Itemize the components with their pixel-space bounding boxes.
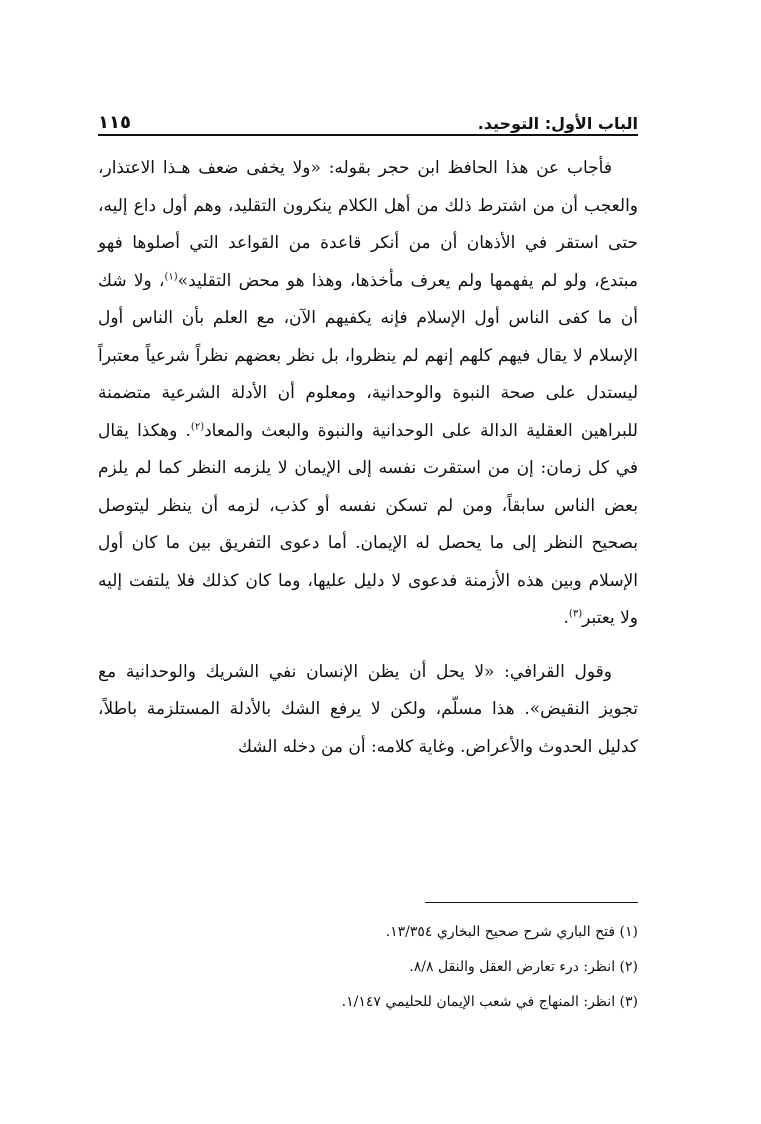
paragraph-1-part-c: . وهكذا يقال في كل زمان: إن من استقرت نفسه إلى الإيمان لا يلزمه النظر كما لم يلزم بعض الناس سابقاً، ومن لم تسكن نفسه أو كذب، لزمه أن ينظر ليتوصل بصحيح النظر إلى ما يحصل له الإيمان. أما دعوى التفريق بين ما كان أول الإسلام وبين هذه الأزمنة فدعوى لا دليل عليها، وما كان كذلك فلا يلتفت إليه ولا يعتبر xyxy=(98,420,638,628)
chapter-title: الباب الأول: التوحيد. xyxy=(477,114,638,133)
paragraph-1-part-b: ، ولا شك أن ما كفى الناس أول الإسلام فإنه يكفيهم الآن، مع العلم بأن الناس أول الإسلام لا يقال فيهم كلهم إنهم لم ينظروا، بل نظر بعضهم نظراً شرعياً معتبراً ليستدل على صحة النبوة والوحدانية، ومعلوم أن الأدلة الشرعية متضمنة للبراهين العقلية الدالة على الوحدانية والنبوة والبعث والمعاد xyxy=(98,270,638,441)
footnotes xyxy=(98,915,638,1020)
page-number: ١١٥ xyxy=(98,112,131,133)
footnote-ref-2: (٢) xyxy=(190,420,205,432)
paragraph-2: وقول القرافي: «لا يحل أن يظن الإنسان نفي الشريك والوحدانية مع تجويز النقيض». هذا مسلّم، ولكن لا يرفع الشك بالأدلة المستلزمة باطلاً، كدليل الحدوث والأعراض. وغاية كلامه: أن من دخله الشك xyxy=(98,661,638,757)
footnote-ref-3: (٣) xyxy=(568,608,583,620)
footnote-2: (٢) انظر: درء تعارض العقل والنقل ٨/٨. xyxy=(409,959,638,975)
paragraph-1-part-d: . xyxy=(563,608,569,628)
footnote-1: (١) فتح الباري شرح صحيح البخاري ١٣/٣٥٤. xyxy=(385,924,638,940)
paragraph-1-part-a: فأجاب عن هذا الحافظ ابن حجر بقوله: «ولا يخفى ضعف هـذا الاعتذار، والعجب أن من اشترط ذلك من أهل الكلام ينكرون التقليد، وهم أول داع إليه، حتى استقر في الأذهان أن من أنكر قاعدة من القواعد التي أصلوها فهو مبتدع، ولو لم يفهمها ولم يعرف مأخذها، وهذا هو محض التقليد» xyxy=(98,158,638,291)
footnote-3: (٣) انظر: المنهاج في شعب الإيمان للحليمي ١/١٤٧. xyxy=(341,994,638,1010)
footnote-rule xyxy=(425,902,638,903)
header-rule xyxy=(98,134,638,136)
footnote-ref-1: (١) xyxy=(164,270,178,282)
body-text xyxy=(98,150,638,766)
paragraph-1 xyxy=(98,150,638,638)
